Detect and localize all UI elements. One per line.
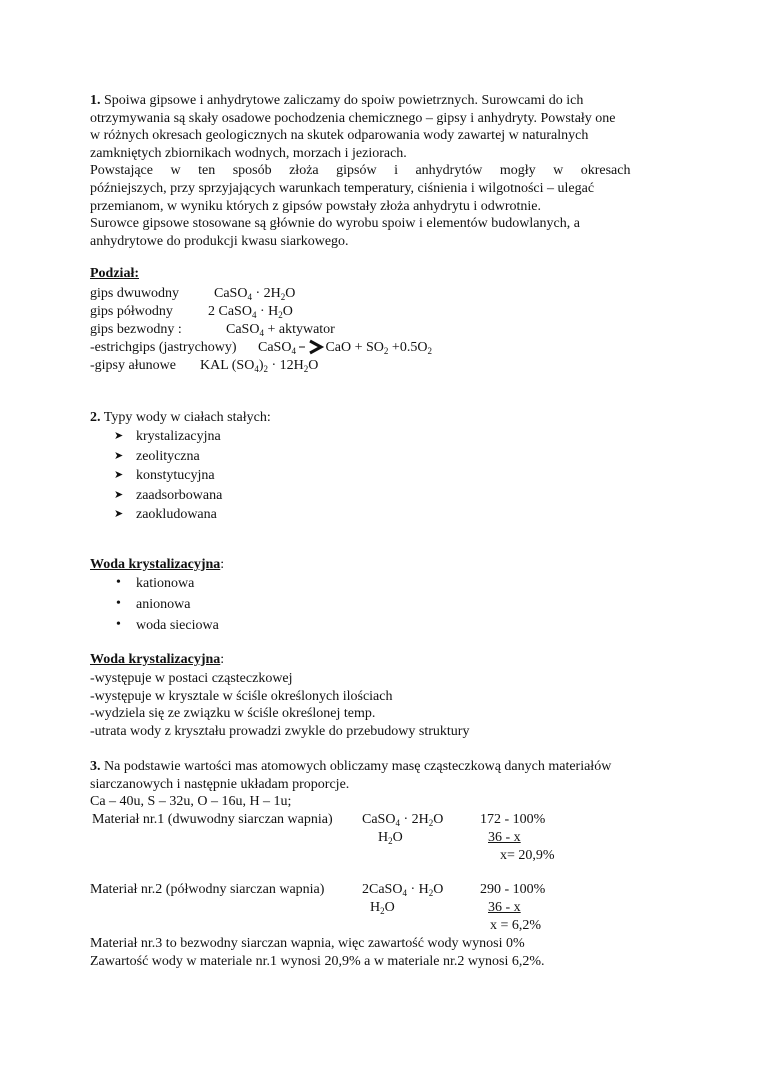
property-line: -występuje w krysztale w ściśle określonych ilościach: [90, 688, 393, 704]
paragraph-line: Powstające w ten sposób złoża gipsów i anhydrytów mogły w okresach: [90, 163, 631, 179]
list-item: • kationowa: [116, 575, 195, 591]
list-item: ➤ krystalizacyjna: [114, 429, 221, 444]
arrow-bullet-icon: ➤: [114, 508, 124, 520]
material-2-proportion-2: 36 - x: [488, 900, 521, 915]
material-1-label: Materiał nr.1 (dwuwodny siarczan wapnia): [92, 812, 333, 827]
podzial-row-5: -gipsy ałunowe: [90, 358, 176, 373]
material-1-proportion-1: 172 - 100%: [480, 812, 546, 827]
podzial-formula-2: 2 CaSO$_4$ · $H_2O$: [208, 304, 293, 320]
section-2-title: 2. Typy wody w ciałach stałych:: [90, 410, 271, 425]
podzial-formula-3: CaSO$_4$ + aktywator: [226, 322, 335, 338]
arrow-bullet-icon: ➤: [114, 430, 124, 442]
arrow-bullet-icon: ➤: [114, 488, 124, 501]
woda-properties: [90, 670, 469, 740]
atomic-masses: Ca – 40u, S – 32u, O – 16u, H – 1u;: [90, 794, 292, 810]
podzial-row-4: -estrichgips (jastrychowy): [90, 340, 237, 355]
property-line: -wydziela się ze związku w ściśle określonej temp.: [90, 706, 376, 722]
conclusion: Materiał nr.3 to bezwodny siarczan wapnia, więc zawartość wody wynosi 0% Zawartość wody w materiale nr.1 wynosi 20,9% a w materiale nr.2 wynosi 6,2%.: [90, 936, 545, 969]
material-1-result: x= 20,9%: [500, 848, 555, 863]
reaction-arrow-icon: [299, 341, 325, 355]
paragraph-line: zamkniętych zbiornikach wodnych, morzach i jeziorach.: [90, 145, 407, 161]
podzial-heading: Podział:: [90, 266, 139, 281]
material-1-proportion-2: 36 - x: [488, 830, 521, 845]
section-1: [90, 92, 672, 250]
material-1-formula: CaSO$_4$ · $2H_2O$: [362, 812, 444, 828]
podzial-row-3: gips bezwodny :: [90, 322, 182, 337]
bullet-icon: •: [116, 575, 121, 590]
material-2-proportion-1: 290 - 100%: [480, 882, 546, 897]
section-number: 1.: [90, 93, 101, 108]
paragraph-line: Surowce gipsowe stosowane są głównie do wyrobu spoiw i elementów budowlanych, a: [90, 216, 580, 232]
list-item: • woda sieciowa: [116, 617, 219, 633]
paragraph-line: w różnych okresach geologicznych na skutek odparowania wody zawartej w naturalnych: [90, 128, 589, 144]
podzial-row-2: gips półwodny: [90, 304, 173, 319]
arrow-bullet-icon: ➤: [114, 469, 124, 481]
material-1-water: $H_2O$: [378, 830, 403, 846]
material-2-water: $H_2O$: [370, 900, 395, 916]
woda-types-list: [114, 576, 219, 639]
list-item: ➤ konstytucyjna: [114, 468, 215, 483]
paragraph-line: 1. Spoiwa gipsowe i anhydrytowe zaliczamy do spoiw powietrznych. Surowcami do ich: [90, 93, 584, 108]
list-item: • anionowa: [116, 596, 191, 612]
property-line: -występuje w postaci cząsteczkowej: [90, 671, 293, 686]
paragraph-line: anhydrytowe do produkcji kwasu siarkowego.: [90, 233, 349, 249]
bullet-icon: •: [116, 617, 121, 632]
property-line: -utrata wody z kryształu prowadzi zwykle do przebudowy struktury: [90, 723, 470, 739]
podzial-row-1: gips dwuwodny: [90, 286, 180, 301]
paragraph-line: otrzymywania są skały osadowe pochodzenia chemicznego – gipsy i anhydryty. Powstały one: [90, 110, 616, 126]
woda-heading-1: Woda krystalizacyjna:: [90, 557, 225, 572]
podzial-formula-5: KAL $(SO_4)_2 \cdot 12H_2O$: [200, 358, 319, 374]
list-item: ➤ zeolityczna: [114, 448, 200, 464]
section-3-intro: 3. Na podstawie wartości mas atomowych obliczamy masę cząsteczkową danych materiałów siarczanowych i następnie układam proporcje. Ca – 40u, S – 32u, O – 16u, H – 1u;: [90, 759, 612, 810]
podzial-formula-4: CaSO$_4$ CaO + $SO_2 +0.5O_2$: [258, 340, 432, 356]
material-2-result: x = 6,2%: [490, 918, 542, 933]
paragraph-line: późniejszych, przy sprzyjających warunkach temperatury, ciśnienia i wilgotności – ulegać: [90, 180, 595, 196]
list-item: ➤ zaokludowana: [114, 507, 217, 522]
list-item: ➤ zaadsorbowana: [114, 487, 223, 503]
material-2-formula: 2CaSO$_4$ · $H_2O$: [362, 882, 444, 898]
water-types-list: [114, 429, 222, 527]
woda-heading-2: Woda krystalizacyjna:: [90, 652, 225, 667]
material-2-label: Materiał nr.2 (półwodny siarczan wapnia): [90, 882, 325, 897]
paragraph-line: przemianom, w wyniku których z gipsów powstały złoża anhydrytu i odwrotnie.: [90, 198, 542, 214]
podzial-formula-1: CaSO$_4$ · $2H_2O$: [214, 286, 296, 302]
bullet-icon: •: [116, 596, 121, 611]
arrow-bullet-icon: ➤: [114, 449, 124, 462]
